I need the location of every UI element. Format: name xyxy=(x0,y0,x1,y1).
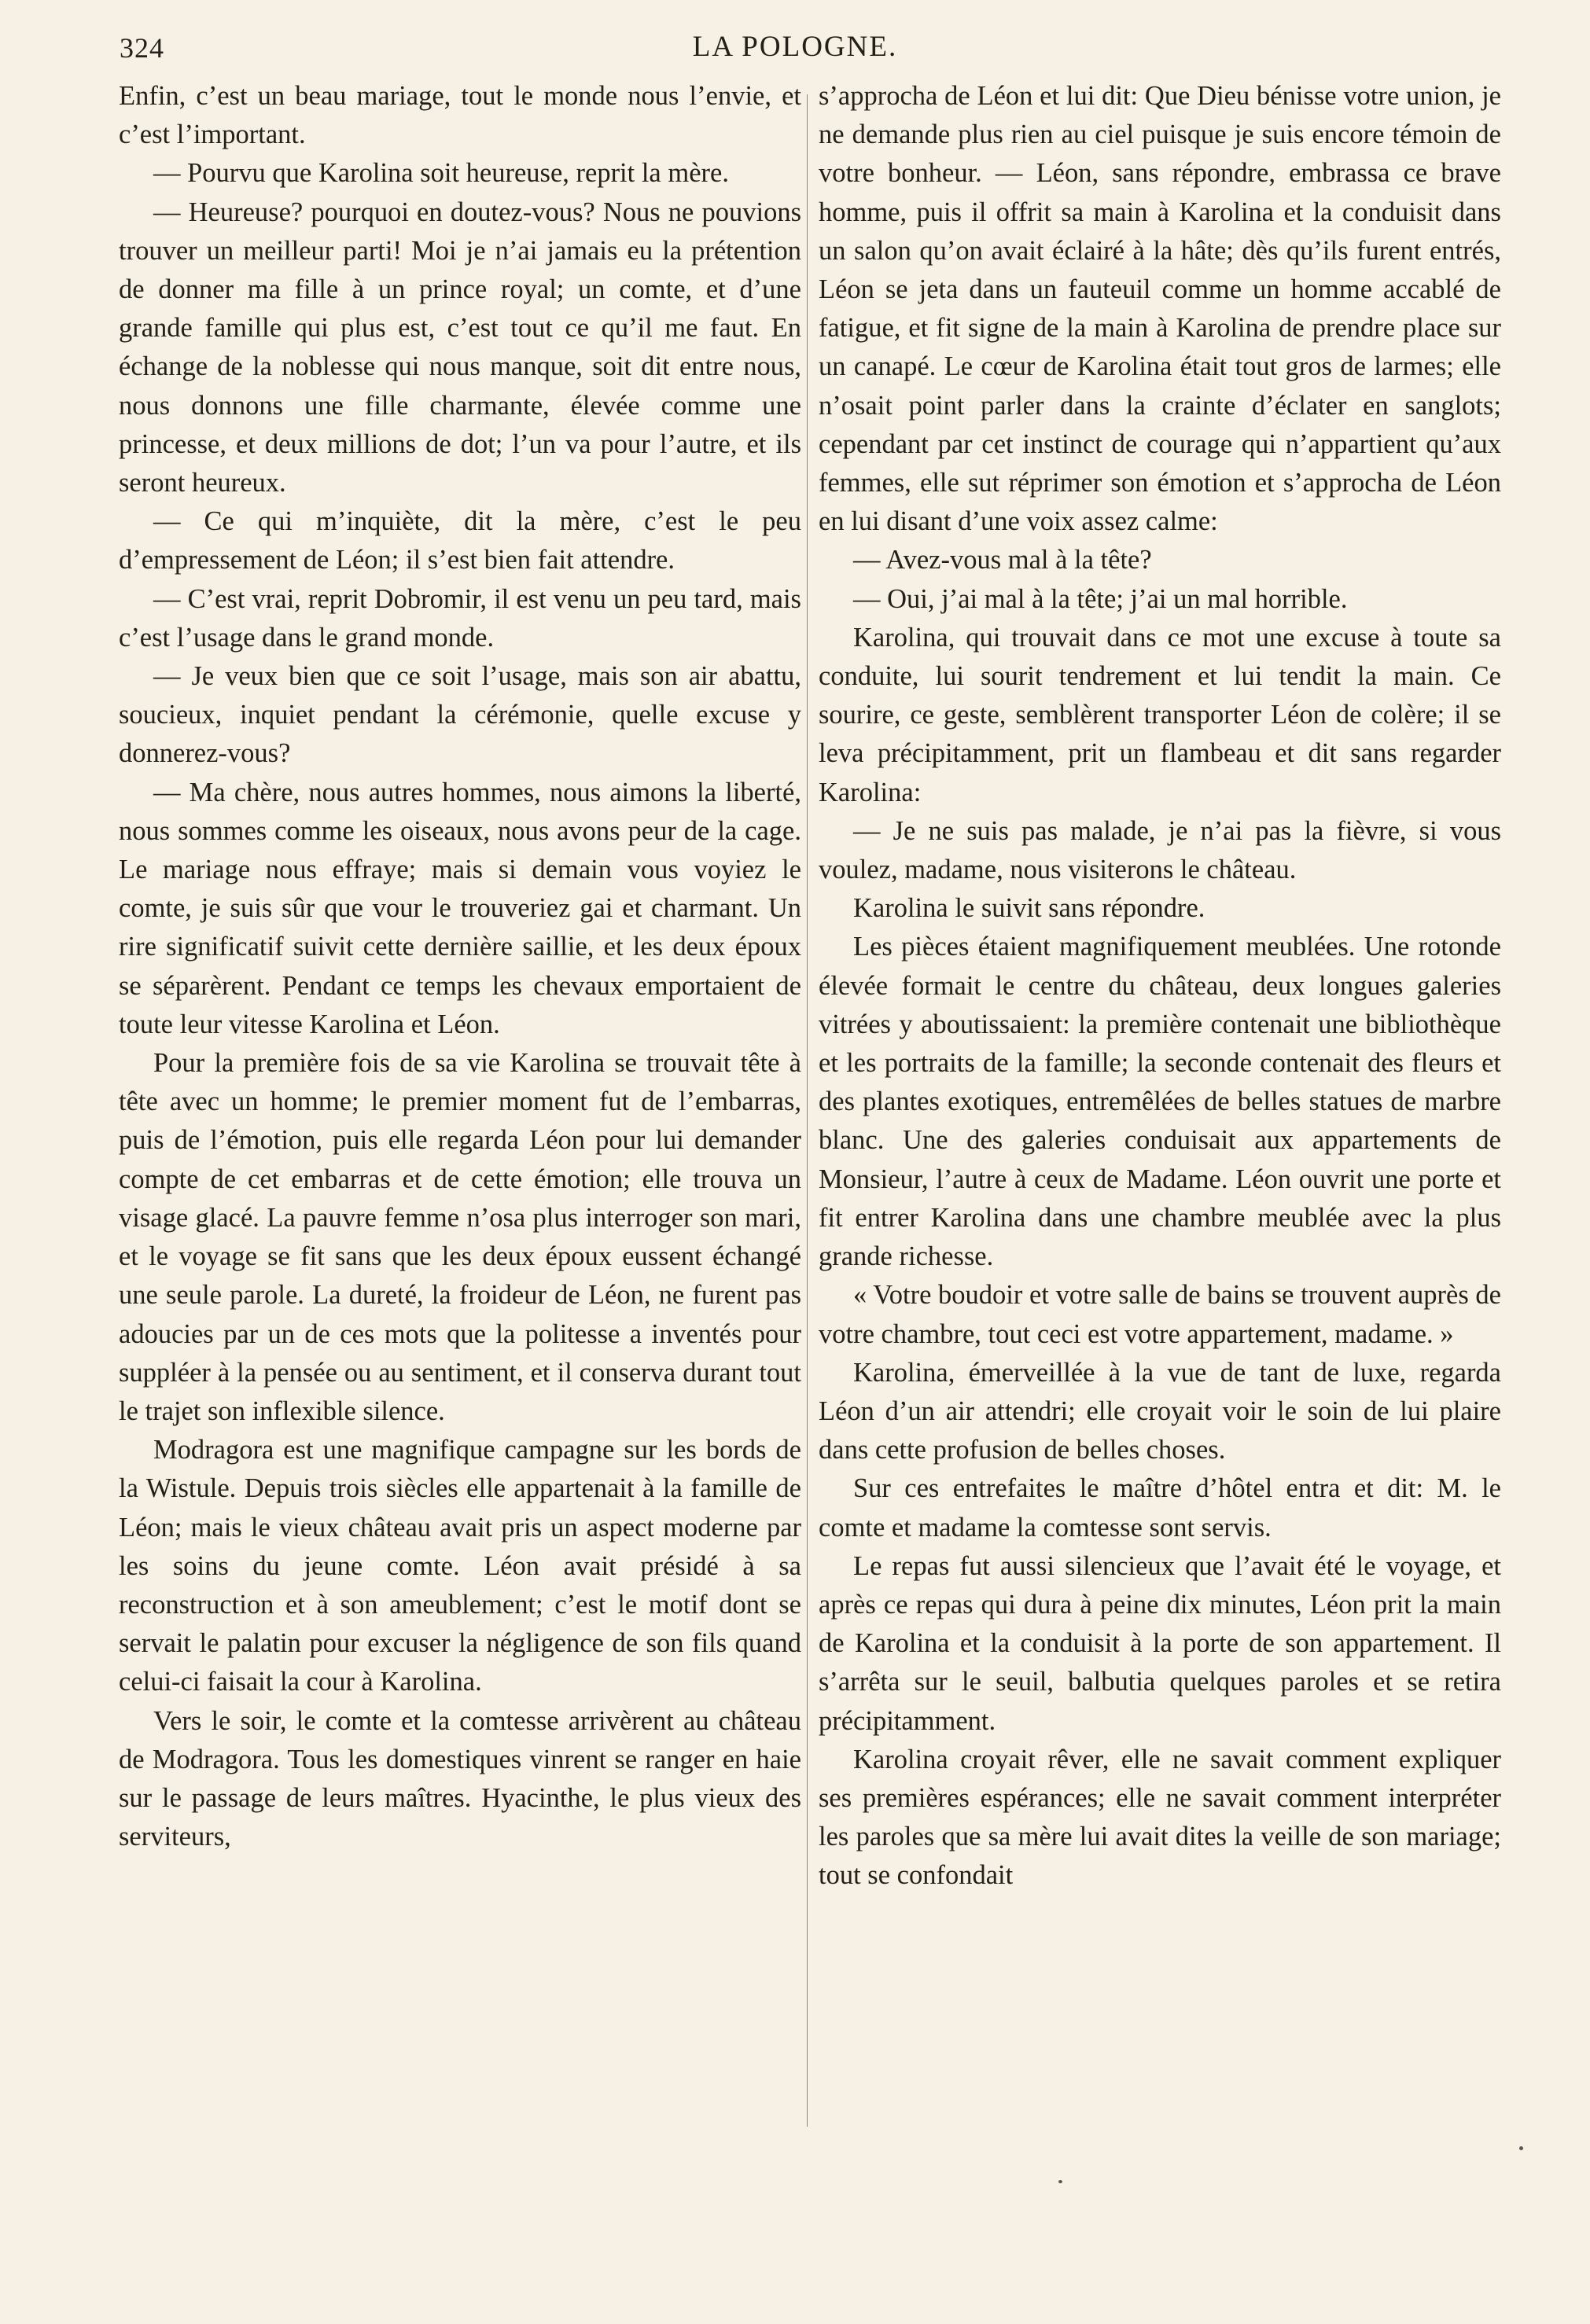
paragraph: Karolina, qui trouvait dans ce mot une excuse à toute sa conduite, lui sourit tendrement et lui tendit la main. Ce sourire, ce geste, semblèrent transporter Léon de colère; il se leva précipitamment, prit un flambeau et dit sans regarder Karolina: xyxy=(819,622,1501,807)
paragraph: Les pièces étaient magnifiquement meublées. Une rotonde élevée formait le centre du château, deux longues galeries vitrées y aboutissaient: la première contenait une bibliothèque et les portraits de la famille; la seconde contenait des fleurs et des plantes exotiques, entremêlées de belles statues de marbre blanc. Une des galeries conduisait aux appartements de Monsieur, l’autre à ceux de Madame. Léon ouvrit une porte et fit entrer Karolina dans une chambre meublée avec la plus grande richesse. xyxy=(819,932,1501,1272)
paragraph: Le repas fut aussi silencieux que l’avait été le voyage, et après ce repas qui dura à peine dix minutes, Léon prit la main de Karolina et la conduisit à la porte de son appartement. Il s’arrêta sur le seuil, balbutia quelques paroles et se retira précipitamment. xyxy=(819,1550,1501,1736)
ink-speck xyxy=(1058,2180,1062,2183)
left-column xyxy=(119,77,801,1856)
paragraph: — Heureuse? pourquoi en doutez-vous? Nous ne pouvions trouver un meilleur parti! Moi je n’ai jamais eu la prétention de donner ma fille à un prince royal; un comte, et d’une grande famille qui plus est, c’est tout ce qu’il me faut. En échange de la noblesse qui nous manque, soit dit entre nous, nous donnons une fille charmante, élevée comme une princesse, et deux millions de dot; l’un va pour l’autre, et ils seront heureux. xyxy=(119,197,801,498)
paragraph: — Oui, j’ai mal à la tête; j’ai un mal horrible. xyxy=(853,583,1348,614)
paragraph: Enfin, c’est un beau mariage, tout le monde nous l’envie, et c’est l’important. xyxy=(119,81,801,150)
running-title: LA POLOGNE. xyxy=(692,31,898,63)
paragraph: — Ce qui m’inquiète, dit la mère, c’est le peu d’empressement de Léon; il s’est bien fait attendre. xyxy=(119,506,801,575)
paragraph: Pour la première fois de sa vie Karolina se trouvait tête à tête avec un homme; le premier moment fut de l’embarras, puis de l’émotion, puis elle regarda Léon pour lui demander compte de cet embarras et de cette émotion; elle trouva un visage glacé. La pauvre femme n’osa plus interroger son mari, et le voyage se fit sans que les deux époux eussent échangé une seule parole. La dureté, la froideur de Léon, ne furent pas adoucies par un de ces mots que la politesse a inventés pour suppléer à la pensée ou au sentiment, et il conserva durant tout le trajet son inflexible silence. xyxy=(119,1048,801,1426)
paragraph: Sur ces entrefaites le maître d’hôtel entra et dit: M. le comte et madame la comtesse sont servis. xyxy=(819,1473,1501,1543)
paragraph: Vers le soir, le comte et la comtesse arrivèrent au château de Modragora. Tous les domestiques vinrent se ranger en haie sur le passage de leurs maîtres. Hyacinthe, le plus vieux des serviteurs, xyxy=(119,1705,801,1852)
paragraph: — Je veux bien que ce soit l’usage, mais son air abattu, soucieux, inquiet pendant la cérémonie, quelle excuse y donnerez-vous? xyxy=(119,661,801,769)
paragraph: « Votre boudoir et votre salle de bains se trouvent auprès de votre chambre, tout ceci est votre appartement, madame. » xyxy=(819,1280,1501,1349)
paragraph: — C’est vrai, reprit Dobromir, il est venu un peu tard, mais c’est l’usage dans le grand monde. xyxy=(119,583,801,653)
column-divider xyxy=(807,94,808,2127)
right-column xyxy=(819,77,1501,1896)
paragraph: Karolina, émerveillée à la vue de tant de luxe, regarda Léon d’un air attendri; elle croyait voir le soin de lui plaire dans cette profusion de belles choses. xyxy=(819,1357,1501,1465)
paragraph: Karolina croyait rêver, elle ne savait comment expliquer ses premières espérances; elle ne savait comment interpréter les paroles que sa mère lui avait dites la veille de son mariage; tout se confondait xyxy=(819,1744,1501,1891)
paragraph: Karolina le suivit sans répondre. xyxy=(853,893,1205,924)
paragraph: — Avez-vous mal à la tête? xyxy=(853,545,1152,575)
paragraph: s’approcha de Léon et lui dit: Que Dieu bénisse votre union, je ne demande plus rien au ciel puisque je suis encore témoin de votre bonheur. — Léon, sans répondre, embrassa ce brave homme, puis il offrit sa main à Karolina et la conduisit dans un salon qu’on avait éclairé à la hâte; dès qu’ils furent entrés, Léon se jeta dans un fauteuil comme un homme accablé de fatigue, et fit signe de la main à Karolina de prendre place sur un canapé. Le cœur de Karolina était tout gros de larmes; elle n’osait point parler dans la crainte d’éclater en sanglots; cependant par cet instinct de courage qui n’appartient qu’aux femmes, elle sut réprimer son émotion et s’approcha de Léon en lui disant d’une voix assez calme: xyxy=(819,81,1501,537)
paragraph: — Pourvu que Karolina soit heureuse, reprit la mère. xyxy=(153,158,729,189)
paragraph: — Ma chère, nous autres hommes, nous aimons la liberté, nous sommes comme les oiseaux, nous avons peur de la cage. Le mariage nous effraye; mais si demain vous voyiez le comte, je suis sûr que vour le trouveriez gai et charmant. Un rire significatif suivit cette dernière saillie, et les deux époux se séparèrent. Pendant ce temps les chevaux emportaient de toute leur vitesse Karolina et Léon. xyxy=(119,777,801,1039)
page-number: 324 xyxy=(120,32,164,64)
ink-speck xyxy=(1519,2146,1523,2150)
paragraph: Modragora est une magnifique campagne sur les bords de la Wistule. Depuis trois siècles elle appartenait à la famille de Léon; mais le vieux château avait pris un aspect moderne par les soins du jeune comte. Léon avait présidé à sa reconstruction et à son ameublement; c’est le motif dont se servait le palatin pour excuser la négligence de son fils quand celui-ci faisait la cour à Karolina. xyxy=(119,1435,801,1697)
paragraph: — Je ne suis pas malade, je n’ai pas la fièvre, si vous voulez, madame, nous visiterons le château. xyxy=(819,815,1501,885)
